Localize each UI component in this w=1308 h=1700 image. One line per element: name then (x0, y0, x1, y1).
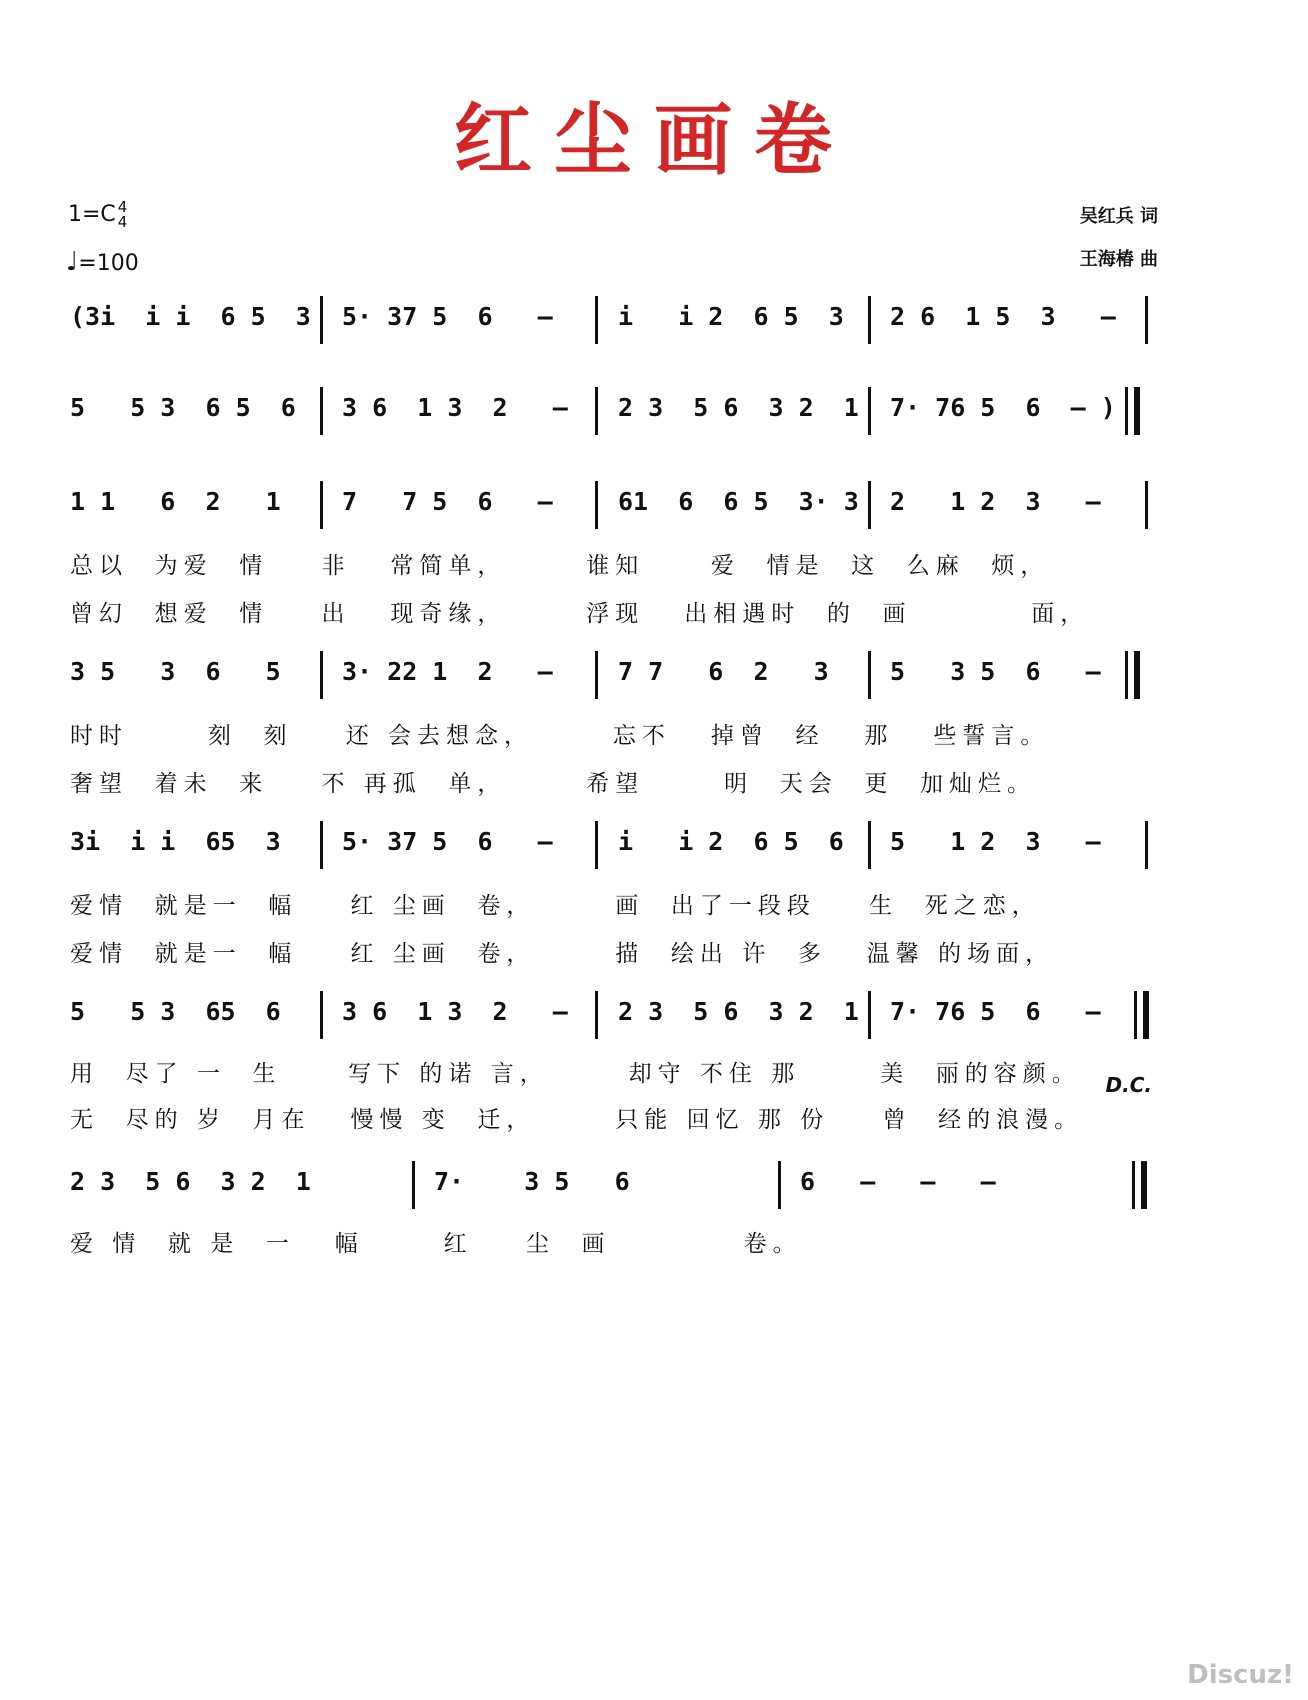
lyric-verse-1: 时时 刻 刻 还 会去想念， 忘不 掉曾 经 那 些誓言。 (70, 723, 1050, 749)
notation (70, 827, 1250, 867)
lyric-verse-2: 爱情 就是一 幅 红 尘画 卷， 描 绘出 许 多 温馨 的场面， (70, 941, 1055, 967)
measure: 7· 76 5 6 – (890, 997, 1101, 1026)
measure: 2 3 5 6 3 2 1 (618, 393, 859, 422)
measure: 6 – – – (800, 1167, 996, 1196)
time-signature (118, 200, 128, 230)
quarter-note-icon: ♩ (66, 247, 79, 277)
watermark: Discuz! (1187, 1660, 1294, 1690)
measure: 5· 37 5 6 – (342, 827, 553, 856)
lyric-verse-2: 奢望 着未 来 不 再孤 单， 希望 明 天会 更 加灿烂。 (70, 771, 1037, 797)
lyric-verse-1: 总以 为爱 情 非 常简单， 谁知 爱 情是 这 么麻 烦， (70, 553, 1050, 579)
measure: 3i i i 65 3 (70, 827, 281, 856)
lyric-verse-1: 爱情 就是一 幅 红 尘画 卷， 画 出了一段段 生 死之恋， (70, 893, 1041, 919)
notation (70, 657, 1250, 697)
key-signature (68, 200, 127, 230)
lyric-verse-2: 无 尽的 岁 月在 慢慢 变 迁， 只能 回忆 那 份 曾 经的浪漫。 (70, 1107, 1084, 1133)
song-title: 红尘画卷 (453, 95, 854, 186)
key-label: 1=C (68, 202, 116, 227)
da-capo-mark: D.C. (1105, 1073, 1152, 1097)
measure: 5 3 5 6 – (890, 657, 1101, 686)
measure: 5 5 3 65 6 (70, 997, 281, 1026)
measure: 7 7 5 6 – (342, 487, 553, 516)
lyricist-credit: 吴红兵 词 (1079, 206, 1158, 227)
tempo-marking (66, 247, 139, 277)
lyric-verse-2: 曾幻 想爱 情 出 现奇缘， 浮现 出相遇时 的 画 面， (70, 601, 1090, 627)
measure: 5· 37 5 6 – (342, 302, 553, 331)
time-top: 4 (117, 198, 128, 216)
measure: 2 3 5 6 3 2 1 (70, 1167, 311, 1196)
measure: 3 6 1 3 2 – (342, 393, 568, 422)
measure: 3· 22 1 2 – (342, 657, 553, 686)
measure: 5 1 2 3 – (890, 827, 1101, 856)
notation (70, 302, 1250, 342)
measure: 7 7 6 2 3 (618, 657, 829, 686)
measure: i i 2 6 5 3 (618, 302, 844, 331)
measure: 5 5 3 6 5 6 (70, 393, 296, 422)
tempo-value: =100 (78, 251, 139, 276)
composer-credit: 王海椿 曲 (1079, 249, 1158, 270)
measure: 7· 3 5 6 (434, 1167, 630, 1196)
measure: (3i i i 6 5 3 (70, 302, 311, 331)
notation (70, 487, 1250, 527)
measure: 3 5 3 6 5 (70, 657, 281, 686)
notation (70, 997, 1250, 1037)
lyric-verse-1: 用 尽了 一 生 写下 的诺 言， 却守 不住 那 美 丽的容颜。 (70, 1061, 1081, 1087)
measure: 2 6 1 5 3 – (890, 302, 1116, 331)
measure: 7· 76 5 6 – ) (890, 393, 1116, 422)
notation (70, 1167, 1250, 1207)
measure: 3 6 1 3 2 – (342, 997, 568, 1026)
lyric-verse-1: 爱 情 就 是 一 幅 红 尘 画 卷。 (70, 1231, 802, 1257)
measure: 1 1 6 2 1 (70, 487, 281, 516)
measure: 2 1 2 3 – (890, 487, 1101, 516)
time-bottom: 4 (117, 213, 128, 231)
measure: 61 6 6 5 3· 3 (618, 487, 859, 516)
measure: i i 2 6 5 6 (618, 827, 844, 856)
notation (70, 393, 1250, 433)
measure: 2 3 5 6 3 2 1 (618, 997, 859, 1026)
